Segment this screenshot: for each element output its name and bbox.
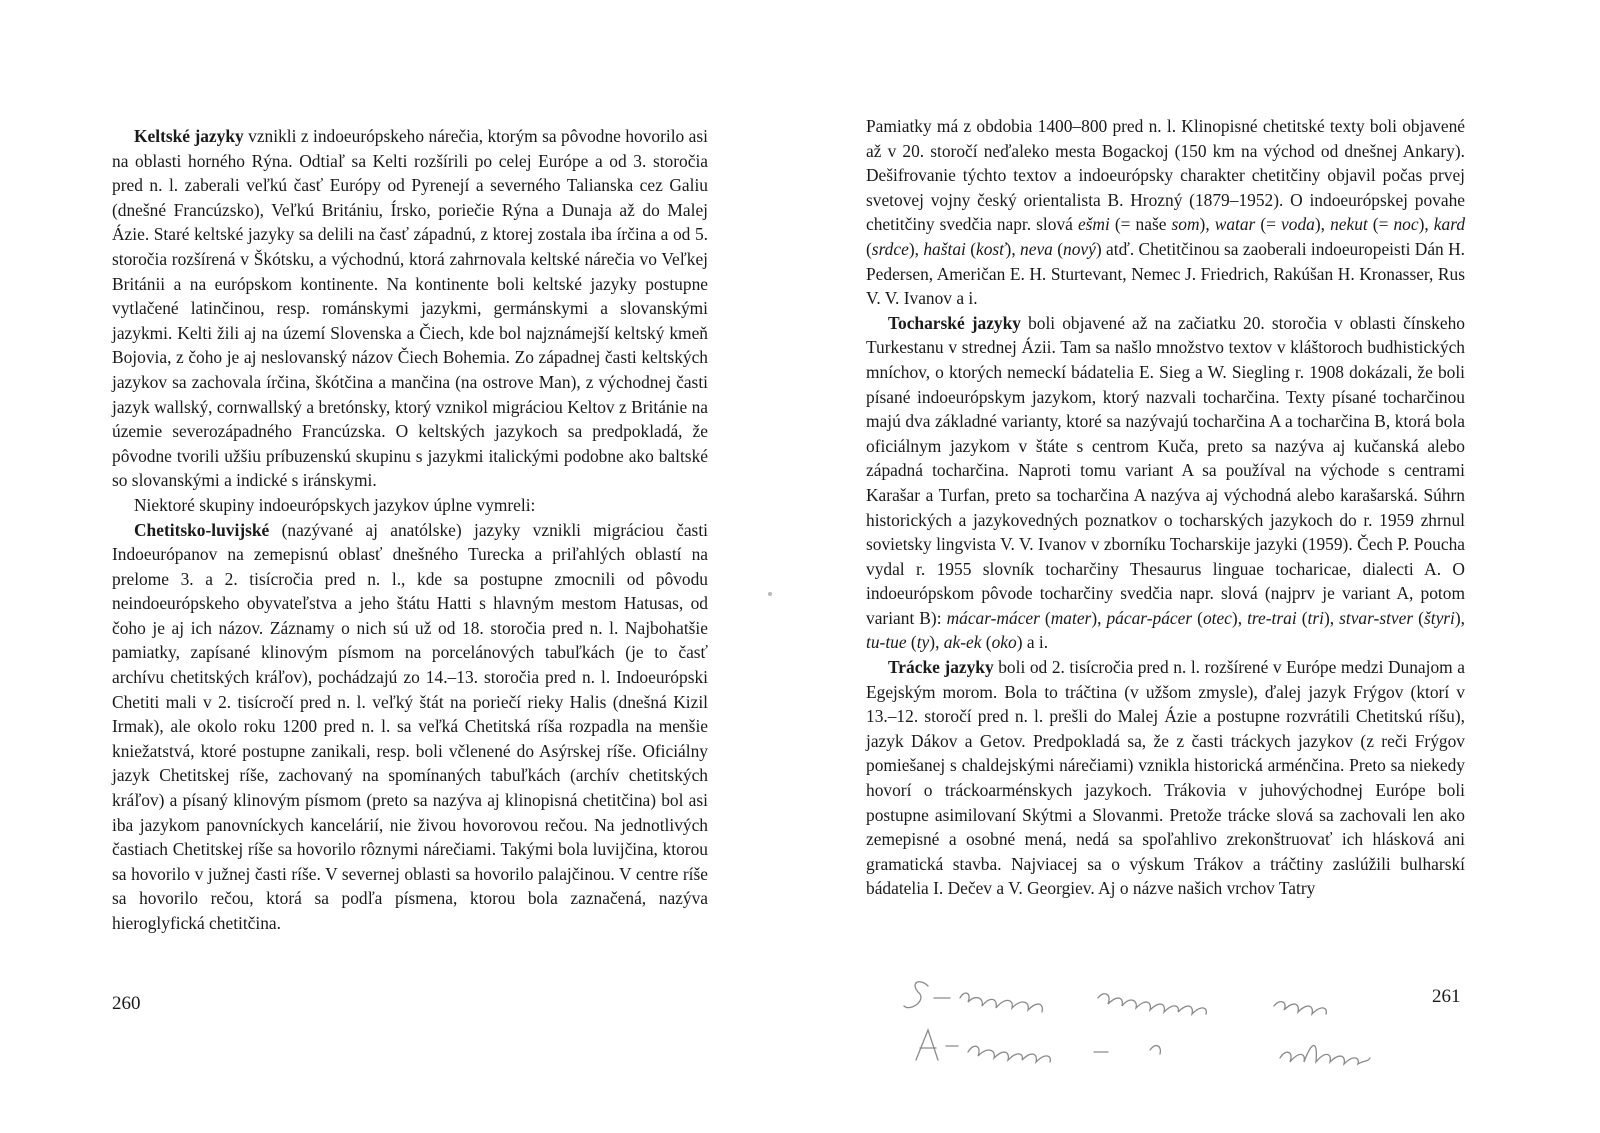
example-word: stvar-stver: [1339, 607, 1414, 628]
example-word: otec: [1202, 607, 1232, 628]
term-thracian: Trácke jazyky: [888, 657, 994, 678]
example-word: tri: [1307, 607, 1324, 628]
example-word: noc: [1393, 214, 1419, 235]
text-run: (: [866, 238, 872, 259]
paragraph-text: boli od 2. tisícročia pred n. l. rozšírené v Európe medzi Dunajom a Egejským morom. Bola to tráčtina (v užšom zmysle), ďalej jazyk Frýgov (ktorí v 13.–12. storočí pred n. l. prešli do Malej Ázie a postupne rozvrátili Chetitskú ríšu), jazyk Dákov a Getov. Predpokladá sa, že z časti tráckych jazykov (z reči Frýgov pomiešanej s chaldejskými nárečiami) vznikla historická arménčina. Preto sa niekedy hovorí o tráckoarménskych jazykoch. Trákovia v juhovýchodnej Európe boli postupne asimilovaní Skýtmi a Slovanmi. Pretože trácke slová sa zachovali len ako zemepisné a osobné mená, nedá sa spoľahlivo zrekonštruovať ich hlásková ani gramatická stavba. Najviacej sa o výskum Trákov a tráčtiny zaslúžili bulharskí bádatelia I. Dečev a V. Georgiev. Aj o názve našich vrchov Tatry: [866, 657, 1465, 899]
example-word: voda: [1281, 214, 1315, 235]
page-number-right: 261: [1432, 986, 1461, 1007]
text-run: (: [1413, 607, 1424, 628]
paragraph-tocharian: [866, 311, 1465, 655]
text-run: ) atď. Chetitčinou sa zaoberali indoeuropeisti Dán H. Pedersen, Američan E. H. Sturtevant, Nemec J. Friedrich, Rakúšan H. Kronasser, Rus V. V. Ivanov a i.: [866, 238, 1466, 309]
text-run: ),: [1418, 214, 1434, 235]
example-word: mácar-mácer: [946, 607, 1040, 628]
paragraph-celtic-languages: [112, 124, 708, 493]
example-word: mater: [1050, 607, 1092, 628]
example-word: nekut: [1330, 214, 1368, 235]
page-number-left: 260: [112, 993, 141, 1014]
example-word: kosť: [976, 238, 1006, 259]
example-word: nový: [1063, 238, 1096, 259]
text-run: ),: [1454, 607, 1466, 628]
term-celtic-languages: Keltské jazyky: [134, 126, 244, 146]
text-run: (=: [1255, 214, 1282, 235]
handwritten-annotation: [898, 968, 1438, 1076]
text-run: (: [1039, 607, 1051, 628]
paragraph-text: Niektoré skupiny indoeurópskych jazykov úplne vymreli:: [134, 494, 536, 515]
example-word: pácar-pácer: [1106, 607, 1193, 628]
text-run: (: [906, 632, 917, 653]
example-word: som: [1171, 214, 1200, 235]
term-tocharian: Tocharské jazyky: [888, 312, 1021, 333]
paragraph-hittite-continued: [866, 114, 1465, 311]
example-word: kard: [1433, 214, 1466, 235]
text-run: (: [965, 238, 977, 259]
term-hittite-luwian: Chetitsko-luvijské: [134, 519, 270, 540]
right-page: [800, 0, 1600, 1133]
text-run: Pamiatky má z obdobia 1400–800 pred n. l. Klinopisné chetitské texty boli objavené až v 20. storočí neďaleko mesta Bogackoj (150 km na východ od dnešnej Ankary). Dešifrovanie týchto textov a indoeurópsky charakter chetitčiny objavil počas prvej svetovej vojny český orientalista B. Hrozný (1879–1952). O indoeurópskej povahe chetitčiny svedčia napr. slová: [866, 116, 1465, 235]
text-run: ),: [1091, 607, 1107, 628]
text-run: (: [1296, 607, 1308, 628]
text-run: ),: [1323, 607, 1340, 628]
right-text-column: [866, 114, 1465, 901]
example-word: štyri: [1423, 607, 1455, 628]
paragraph-extinct-groups: [112, 493, 708, 518]
example-word: tu-tue: [866, 632, 907, 653]
text-run: boli objavené až na začiatku 20. storočia v oblasti čínskeho Turkestanu v strednej Ázii. Tam sa našlo množstvo textov v kláštoroch budhistických mníchov, o ktorých nemeckí bádatelia E. Sieg a W. Siegling r. 1908 dokázali, že boli písané indoeurópskym jazykom, ktorý nazvali tocharčina. Texty písané tocharčinou majú dva základné varianty, ktoré sa nazývajú tocharčina A a tocharčina B, ktorá bola oficiálnym jazykom v štáte s centrom Kuča, preto sa nazýva aj kučanská alebo západná tocharčina. Naproti tomu variant A sa používal na východe s centrami Karašar a Turfan, preto sa tocharčina A nazýva aj východná alebo karašarská. Súhrn historických a jazykovedných poznatkov o tocharských jazykoch do r. 1959 zhrnul sovietsky lingvista V. V. Ivanov v zborníku Tocharskije jazyki (1959). Čech P. Poucha vydal r. 1955 slovník tocharčiny Thesaurus linguae tocharicae, dialecti A. O indoeurópskom pôvode tocharčiny svedčia napr. slová (najprv je variant A, potom variant B):: [866, 312, 1465, 628]
left-text-column: [112, 124, 708, 936]
example-word: watar: [1214, 214, 1256, 235]
handwriting-scribble: [898, 968, 1438, 1076]
left-page: [0, 0, 790, 1133]
example-word: ak-ek: [943, 632, 982, 653]
paragraph-hittite-luwian: [112, 518, 708, 936]
text-run: (=: [1367, 214, 1394, 235]
text-run: ),: [1314, 214, 1331, 235]
example-word: tre-trai: [1247, 607, 1297, 628]
text-run: (= naše: [1109, 214, 1172, 235]
text-run: ) a i.: [1016, 632, 1049, 653]
text-run: ),: [908, 238, 924, 259]
example-word: ešmi: [1077, 214, 1110, 235]
text-run: (: [1192, 607, 1203, 628]
text-run: (: [1052, 238, 1064, 259]
text-run: (: [981, 632, 992, 653]
example-word: srdce: [871, 238, 909, 259]
text-run: ),: [1231, 607, 1248, 628]
paragraph-text: vznikli z indoeurópskeho nárečia, ktorým sa pôvodne hovorilo asi na oblasti horného Rýna. Odtiaľ sa Kelti rozšírili po celej Európe a od 3. storočia pred n. l. zaberali veľkú časť Európy od Pyrenejí a severného Talianska cez Galiu (dnešné Francúzsko), Veľkú Britániu, Írsko, poriečie Rýna a Dunaja až do Malej Ázie. Staré keltské jazyky sa delili na časť západnú, z ktorej zostala iba írčina a od 5. storočia rozšírená v Škótsku, a východnú, ktorá zahrnovala keltské nárečia vo Veľkej Británii a na európskom kontinente. Na kontinente boli keltské jazyky postupne vytlačené latinčinou, resp. románskymi jazykmi, germánskymi a slovanskými jazykmi. Kelti žili aj na území Slovenska a Čiech, kde bol najznámejší keltský kmeň Bojovia, z čoho je aj neslovanský názov Čiech Bohemia. Zo západnej časti keltských jazykov sa zachovala írčina, škótčina a mančina (na ostrove Man), z východnej časti jazyk wallský, cornwallský a bretónsky, ktorý vznikol migráciou Keltov z Británie na územie severozápadného Francúzska. O keltských jazykoch sa predpokladá, že pôvodne tvorili užšiu príbuzenskú skupinu s jazykmi italickými podobne ako baltské so slovanskými a indické s iránskymi.: [112, 126, 708, 491]
text-run: ),: [1005, 238, 1021, 259]
paragraph-text: (nazývané aj anatólske) jazyky vznikli migráciou časti Indoeurópanov na zemepisnú oblasť dnešného Turecka a priľahlých oblastí na prelome 3. a 2. tisícročia pred n. l., kde sa postupne zmocnili od pôvodu neindoeurópskeho obyvateľstva a jeho štátu Hatti s hlavným mestom Hatusas, od čoho je aj ich názov. Záznamy o nich sú už od 18. storočia pred n. l. Najbohatšie pamiatky, zapísané klinovým písmom na porcelánových tabuľkách (je to časť archívu chetitských kráľov), pochádzajú zo 14.–13. storočia pred n. l. Indoeurópski Chetiti mali v 2. tisícročí pred n. l. veľký štát na poriečí rieky Halis (dnešná Kizil Irmak), ale okolo roku 1200 pred n. l. sa veľká Chetitská ríša rozpadla na menšie kniežatstvá, ktoré postupne zanikali, resp. boli včlenené do Asýrskej ríše. Oficiálny jazyk Chetitskej ríše, zachovaný na spomínaných tabuľkách (archív chetitských kráľov) a písaný klinovým písmom (preto sa nazýva aj klinopisná chetitčina) bol asi iba jazykom panovníckych kancelárií, nie živou hovorovou rečou. Na jednotlivých častiach Chetitskej ríše sa hovorilo rôznymi nárečiami. Takými bola luvijčina, ktorou sa hovorilo v južnej časti ríše. V severnej oblasti sa hovorilo palajčinou. V centre ríše sa hovorilo rečou, ktorá sa podľa písmena, ktorou bola zaznačená, nazýva hieroglyfická chetitčina.: [112, 519, 708, 933]
example-word: haštai: [923, 238, 966, 259]
example-word: neva: [1020, 238, 1053, 259]
text-run: ),: [1199, 214, 1215, 235]
spine-mark: [768, 592, 772, 596]
paragraph-thracian: [866, 655, 1465, 901]
example-word: ty: [916, 632, 930, 653]
text-run: ),: [929, 632, 944, 653]
example-word: oko: [991, 632, 1017, 653]
